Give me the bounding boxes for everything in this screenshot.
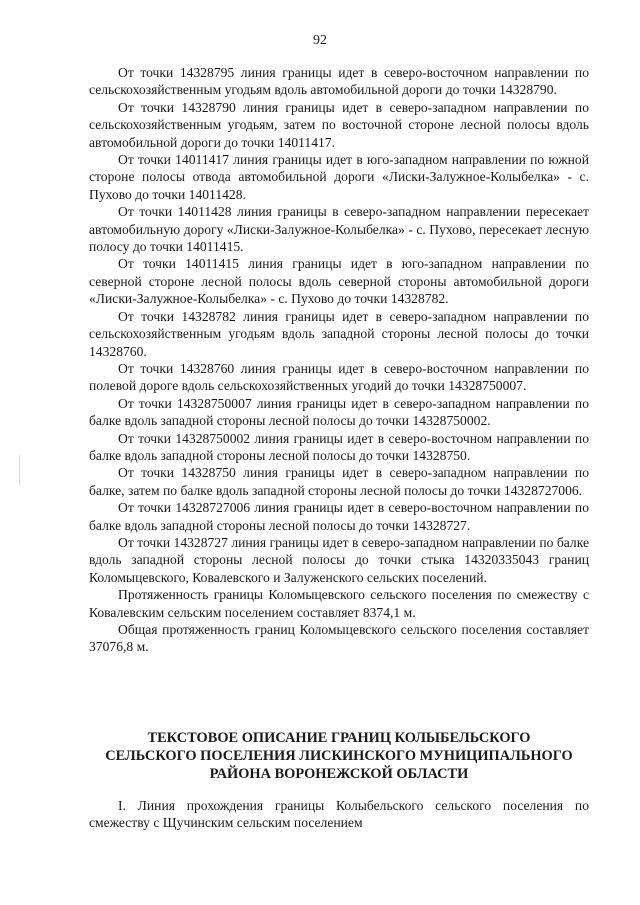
paragraph: Протяженность границы Коломыцевского сельского поселения по смежеству с Ковалевским сельским поселением составляет 8374,1 м. bbox=[89, 587, 589, 620]
paragraph: От точки 14328727006 линия границы идет в северо-восточном направлении по балке вдоль западной стороны лесной полосы до точки 14328727. bbox=[89, 500, 589, 533]
paragraph: От точки 14011415 линия границы идет в юго-западном направлении по северной стороне лесной полосы вдоль северной стороны автомобильной дороги «Лиски-Залужное-Колыбелка» - с. Пухово до точки 14328782. bbox=[89, 256, 589, 307]
paragraph: Общая протяженность границ Коломыцевского сельского поселения составляет 37076,8 м. bbox=[89, 622, 589, 655]
paragraph: От точки 14328750002 линия границы идет в северо-восточном направлении по балке вдоль западной стороны лесной полосы до точки 14328750. bbox=[89, 430, 589, 463]
paragraph: От точки 14328750007 линия границы идет в северо-западном направлении по балке вдоль западной стороны лесной полосы до точки 14328750002. bbox=[89, 395, 589, 429]
scan-edge-mark bbox=[19, 455, 20, 485]
section-paragraph: I. Линия прохождения границы Колыбельского сельского поселения по смежеству с Щучинским сельским поселением bbox=[89, 798, 589, 831]
heading-line: РАЙОНА ВОРОНЕЖСКОЙ ОБЛАСТИ bbox=[209, 766, 469, 782]
boundary-description-text bbox=[89, 64, 589, 656]
section-text bbox=[89, 797, 589, 832]
page-number: 92 bbox=[313, 33, 327, 48]
paragraph: От точки 14328727 линия границы идет в северо-западном направлении по балке вдоль западной стороны лесной полосы до точки стыка 14320335043 границ Коломыцевского, Ковалевского и Залуженского сельских поселений. bbox=[89, 534, 589, 585]
heading-line: ТЕКСТОВОЕ ОПИСАНИЕ ГРАНИЦ КОЛЫБЕЛЬСКОГО bbox=[147, 730, 531, 746]
heading-line: СЕЛЬСКОГО ПОСЕЛЕНИЯ ЛИСКИНСКОГО МУНИЦИПАЛЬНОГО bbox=[105, 748, 573, 764]
paragraph: От точки 14328750 линия границы идет в северо-западном направлении по балке, затем по балке вдоль западной стороны лесной полосы до точки 14328727006. bbox=[89, 465, 589, 498]
paragraph: От точки 14011417 линия границы идет в юго-западном направлении по южной стороне полосы отвода автомобильной дороги «Лиски-Залужное-Колыбелка» - с. Пухово до точки 14011428. bbox=[89, 152, 589, 202]
paragraph: От точки 14328790 линия границы идет в северо-западном направлении по сельскохозяйственным угодьям, затем по восточной стороне лесной полосы вдоль автомобильной дороги до точки 14011417. bbox=[89, 99, 589, 150]
paragraph: От точки 14328760 линия границы идет в северо-восточном направлении по полевой дороге вдоль сельскохозяйственных угодий до точки 14328750007. bbox=[89, 360, 589, 394]
section-heading bbox=[89, 729, 589, 783]
paragraph: От точки 14328795 линия границы идет в северо-восточном направлении по сельскохозяйственным угодьям вдоль автомобильной дороги до точки 14328790. bbox=[89, 65, 589, 98]
paragraph: От точки 14328782 линия границы идет в северо-западном направлении по сельскохозяйственным угодьям вдоль западной стороны лесной полосы до точки 14328760. bbox=[89, 308, 589, 359]
paragraph: От точки 14011428 линия границы в северо-западном направлении пересекает автомобильную дорогу «Лиски-Залужное-Колыбелка» - с. Пухово, пересекает лесную полосу до точки 14011415. bbox=[89, 204, 589, 255]
